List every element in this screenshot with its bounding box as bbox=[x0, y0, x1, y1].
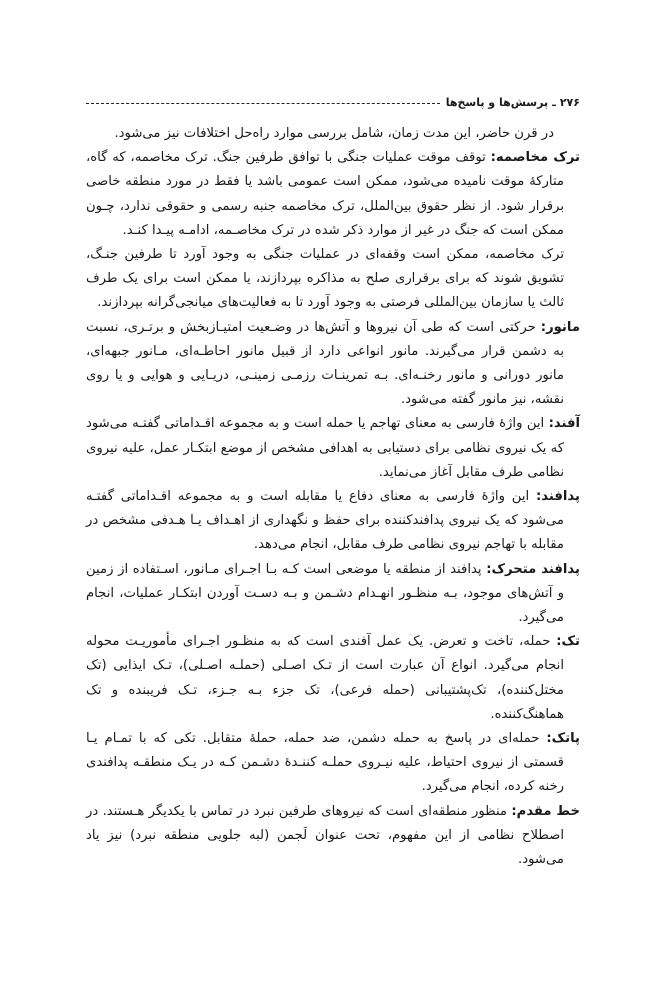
glossary-term: ترک مخاصمه: bbox=[490, 150, 580, 166]
glossary-term: آفند: bbox=[548, 416, 580, 432]
glossary-term: تک: bbox=[556, 634, 580, 650]
glossary-entry-tak bbox=[86, 630, 580, 727]
glossary-entry-khatt-moghaddam bbox=[86, 800, 580, 873]
glossary-definition: حمله، تاخت و تعرض. یک عمل آفندی است که به منظـور اجـرای مأموریـت محوله انجام می‌گیرد. انواع آن عبارت است از تـک اصـلی (حملـه اصـلی)، تـک ایذایی (تک مختل‌کننده)، تک‌پشتیبانی (حمله فرعی)، تک جزء بـه جـزء، تـک فریبنده و تک هماهنگ‌کننده. bbox=[86, 634, 564, 722]
glossary-entry-patak bbox=[86, 727, 580, 800]
glossary-definition: این واژهٔ فارسی به معنای دفاع یا مقابله است و به مجموعه اقـداماتی گفتـه می‌شود که یک نیروی پدافندکننده برای حفظ و نگهداری از اهـداف یـا هـدفی مشخص در مقابله با تهاجم نیروی نظامی طرف مقابل، انجام می‌دهد. bbox=[86, 489, 564, 553]
glossary-term: پدافند متحرک: bbox=[486, 561, 580, 577]
glossary-definition: حرکتی است که طی آن نیروها و آتش‌ها در وضـعیت امتیـازبخش و برتـری، نسبت به دشمن قرار می‌گیرند. مانور انواعی دارد از قبیل مانور احاطـه‌ای، مـانور جبهه‌ای، مانور دورانی و مانور رخنـه‌ای. بـه تمرینـات رزمـی زمینـی، دریـایی و هوایی و یا روی نقشه، نیز مانور گفته می‌شود. bbox=[86, 319, 564, 408]
glossary-definition: منظور منطقه‌ای است که نیروهای طرفین نبرد در تماس با یکدیگر هـستند. در اصطلاح نظامی از این مفهوم، تحت عنوان لَجمن (لبه جلویی منطقه نبرد) نیز یاد می‌شود. bbox=[86, 803, 564, 868]
glossary-entry-padafand-motaharrek bbox=[86, 558, 580, 631]
running-header bbox=[86, 92, 580, 112]
glossary-definition: پدافند از منطقه یا موضعی است کـه بـا اجـرای مـانور، اسـتفاده از زمین و آتش‌های موجود، بـه منظـور انهـدام دشـمن و بـه دسـت آوردن ابتکـار عملیات، انجام می‌گیرد. bbox=[86, 561, 564, 626]
glossary-entry-tark-mokhasemeh bbox=[86, 146, 580, 243]
glossary-entry-afand bbox=[86, 412, 580, 485]
glossary-definition: توقف موقت عملیات جنگی با توافق طرفین جنگ. ترک مخاصمه، که گاه، متارکهٔ موقت نامیده می‌شود، ممکن است عمومی باشد یا فقط در مورد منطقه خاصی برقرار شود. از نظر حقوق بین‌الملل، ترک مخاصمه جنبه رسمی و حقوقی ندارد، چـون ممکن است که جنگ در غیر از موارد ذکر شده در ترک مخاصـمه، ادامـه پیـدا کنـد. bbox=[86, 150, 564, 238]
header-title: پرسش‌ها و پاسخ‌ها bbox=[445, 95, 549, 109]
glossary-definition: حمله‌ای در پاسخ به حمله دشمن، ضد حمله، حملهٔ متقابل. تکی که با تمـام یـا قسمتی از نیروی احتیاط، علیه نیـروی حملـه کننـدهٔ دشـمن کـه در یـک منطقـه پدافندی رخنه کرده، انجام می‌گیرد. bbox=[86, 731, 564, 795]
header-rule bbox=[86, 103, 440, 104]
glossary-term: خط مقدم: bbox=[511, 803, 580, 819]
paragraph-continuation bbox=[86, 243, 580, 316]
glossary-body bbox=[86, 122, 580, 872]
glossary-term: پاتک: bbox=[546, 731, 580, 747]
paragraph-intro bbox=[86, 122, 580, 146]
page-number: ۲۷۶ bbox=[559, 95, 580, 109]
glossary-entry-padafand bbox=[86, 485, 580, 558]
paragraph-text: ترک مخاصمه، ممکن است وقفه‌ای در عملیات جنگی به وجود آورد تا طرفین جنـگ، تشویق شوند که برای برقراری صلح به مذاکره بپردازند، یا ممکن است برای یک طرف ثالث یا سازمان بین‌المللی فرصتی به وجود آورد تا به فعالیت‌های میانجی‌گرانه بپردازند. bbox=[86, 247, 564, 311]
glossary-definition: این واژهٔ فارسی به معنای تهاجم یا حمله است و به مجموعه اقـداماتی گفتـه می‌شود که یک نیروی نظامی برای دستیابی به اهدافی مشخص از موضع ابتکـار عمل، علیه نیروی نظامی طرف مقابل آغاز می‌نماید. bbox=[86, 416, 564, 480]
glossary-term: مانور: bbox=[540, 319, 580, 335]
header-separator: ـ bbox=[552, 95, 556, 109]
glossary-term: پدافند: bbox=[536, 489, 580, 505]
paragraph-text: در قرن حاضر، این مدت زمان، شامل بررسی موارد راه‌حل اختلافات نیز می‌شود. bbox=[114, 126, 554, 141]
glossary-entry-manovr bbox=[86, 316, 580, 413]
